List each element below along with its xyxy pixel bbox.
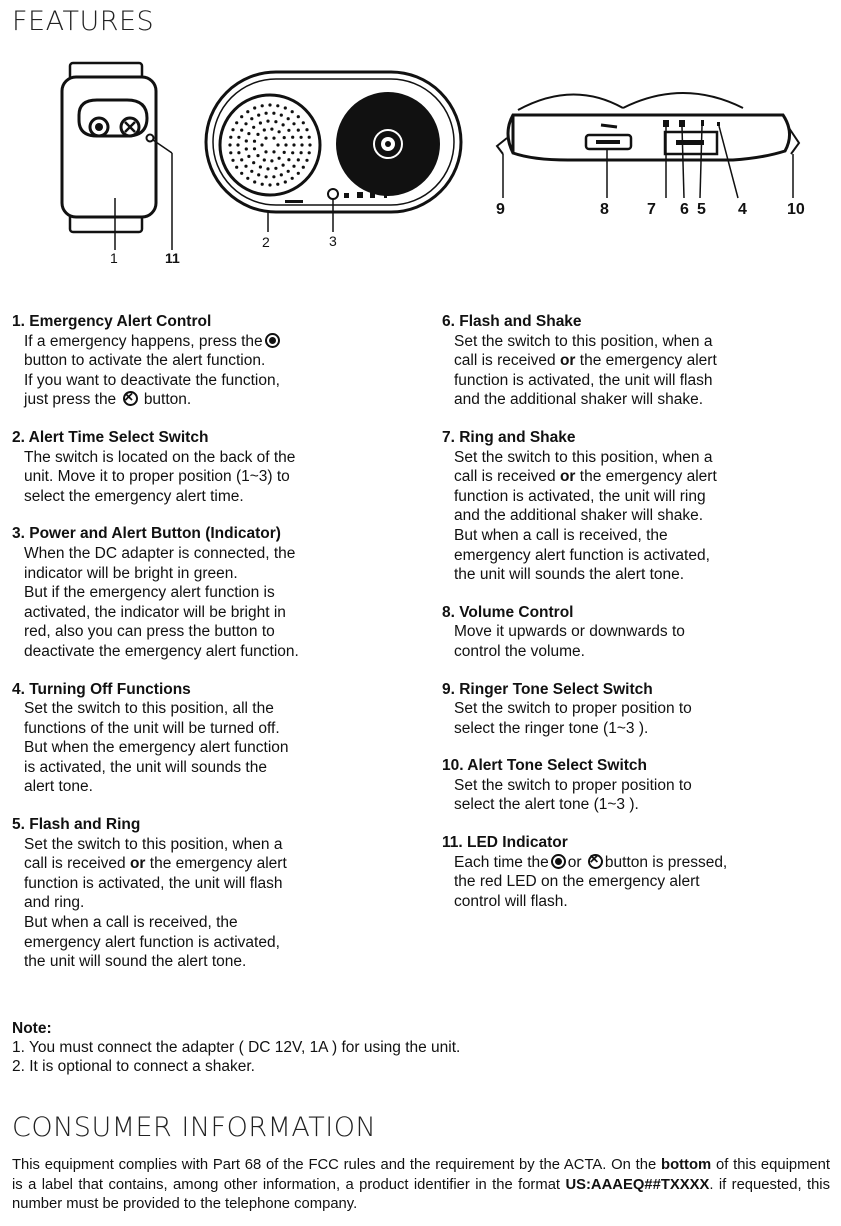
- speaker-hole: [272, 137, 275, 140]
- speaker-hole: [284, 180, 287, 183]
- figure-label: 10: [787, 201, 805, 218]
- speaker-hole: [287, 170, 290, 173]
- speaker-hole: [250, 170, 253, 173]
- speaker-hole: [266, 120, 269, 123]
- feature-item: [442, 603, 837, 662]
- feature-title: 4. Turning Off Functions: [12, 680, 191, 698]
- features-heading: FEATURES: [12, 6, 155, 37]
- feature-text: Set the switch to this position, when a call is received: [454, 448, 713, 486]
- speaker-hole: [302, 166, 305, 169]
- paragraph-text: of this equipment is a label that contains, among other information, a product identifier in the format: [12, 1157, 830, 1193]
- speaker-hole: [274, 167, 277, 170]
- speaker-hole: [292, 143, 295, 146]
- feature-body: [442, 853, 837, 912]
- speaker-hole: [245, 139, 248, 142]
- speaker-hole: [276, 183, 279, 186]
- speaker-hole: [282, 164, 285, 167]
- speaker-hole: [305, 159, 308, 162]
- speaker-hole: [278, 157, 281, 160]
- speaker-hole: [305, 128, 308, 131]
- speaker-hole: [300, 151, 303, 154]
- speaker-hole: [259, 121, 262, 124]
- feature-item: [442, 428, 837, 585]
- feature-item: [12, 524, 412, 661]
- unit-back-figure: [493, 88, 811, 206]
- speaker-hole: [256, 133, 259, 136]
- feature-item: [442, 312, 837, 410]
- speaker-hole: [292, 165, 295, 168]
- feature-emphasis: or: [559, 468, 576, 486]
- speaker-hole: [261, 104, 264, 107]
- feature-item: [12, 428, 412, 506]
- feature-title: 2. Alert Time Select Switch: [12, 428, 209, 446]
- speaker-hole: [297, 129, 300, 132]
- speaker-hole: [272, 112, 275, 115]
- speaker-hole: [308, 143, 311, 146]
- speaker-hole: [282, 123, 285, 126]
- speaker-hole: [246, 110, 249, 113]
- feature-body: [442, 448, 837, 585]
- paragraph-text: This equipment complies with Part 68 of the FCC rules and the requirement by the ACTA. On the: [12, 1157, 657, 1173]
- paragraph-emphasis: bottom: [661, 1157, 712, 1173]
- speaker-hole: [270, 128, 273, 131]
- remote-control-figure: [55, 60, 185, 265]
- speaker-hole: [264, 137, 267, 140]
- note-line: 1. You must connect the adapter ( DC 12V, 1A ) for using the unit.: [12, 1039, 461, 1056]
- speaker-hole: [270, 159, 273, 162]
- speaker-hole: [257, 114, 260, 117]
- speaker-hole: [280, 114, 283, 117]
- speaker-hole: [261, 183, 264, 186]
- feature-title: 10. Alert Tone Select Switch: [442, 757, 648, 775]
- speaker-hole: [240, 158, 243, 161]
- feature-title: 8. Volume Control: [442, 603, 574, 621]
- feature-body: [12, 332, 412, 410]
- feature-title: 11. LED Indicator: [442, 834, 568, 852]
- feature-text: Each time the: [454, 853, 549, 871]
- feature-text: Set the switch to this position, when a call is received: [24, 835, 283, 873]
- speaker-hole: [246, 177, 249, 180]
- speaker-hole: [284, 143, 287, 146]
- figure-label: 1: [110, 250, 118, 266]
- speaker-hole: [308, 136, 311, 139]
- speaker-hole: [259, 165, 262, 168]
- speaker-hole: [276, 143, 279, 146]
- feature-body: Set the switch to proper position to select the alert tone (1~3 ).: [454, 776, 692, 814]
- power-button-icon: [551, 854, 566, 869]
- speaker-hole: [300, 143, 303, 146]
- speaker-hole: [235, 166, 238, 169]
- figure-label: 6: [680, 201, 689, 218]
- speaker-hole: [264, 150, 267, 153]
- feature-text: Set the switch to this position, when a call is received: [454, 332, 713, 370]
- figure-label: 5: [697, 201, 706, 218]
- feature-text: or: [567, 853, 582, 871]
- speaker-hole: [237, 151, 240, 154]
- feature-body: The switch is located on the back of the unit. Move it to proper position (1~3) to select the emergency alert time.: [24, 448, 296, 505]
- speaker-hole: [284, 106, 287, 109]
- paragraph-emphasis: US:AAAEQ##TXXXX: [565, 1176, 710, 1193]
- speaker-hole: [231, 159, 234, 162]
- speaker-hole: [247, 132, 250, 135]
- figure-label: 7: [647, 201, 656, 218]
- unit-front-figure: [200, 67, 470, 257]
- feature-title: 5. Flash and Ring: [12, 816, 141, 834]
- feature-item: [442, 680, 837, 739]
- speaker-hole: [253, 180, 256, 183]
- feature-text: button.: [143, 391, 192, 409]
- speaker-hole: [268, 183, 271, 186]
- speaker-hole: [291, 136, 294, 139]
- feature-text: the emergency alert function is activated, the unit will flash and ring. But when a call is received, the emergency alert function is activated, the unit will sound the alert tone.: [24, 855, 287, 971]
- speaker-hole: [265, 175, 268, 178]
- speaker-hole: [308, 151, 311, 154]
- speaker-hole: [237, 136, 240, 139]
- feature-title: 1. Emergency Alert Control: [12, 313, 212, 330]
- note-line: 2. It is optional to connect a shaker.: [12, 1058, 255, 1075]
- feature-body: When the DC adapter is connected, the indicator will be bright in green. But if the emergency alert function is activated, the indicator will be bright in red, also you can press the button to deactivate the emergency alert function.: [24, 544, 299, 660]
- speaker-hole: [302, 121, 305, 124]
- speaker-hole: [252, 161, 255, 164]
- speaker-hole: [291, 110, 294, 113]
- feature-title: 9. Ringer Tone Select Switch: [442, 680, 653, 698]
- cancel-button-icon: [588, 854, 603, 869]
- feature-text: button is pressed, the red LED on the emergency alert control will flash.: [454, 853, 728, 910]
- speaker-hole: [253, 140, 256, 143]
- paragraph-text: . if requested, this number must be provided to the telephone company.: [12, 1176, 830, 1212]
- speaker-hole: [297, 172, 300, 175]
- speaker-hole: [283, 151, 286, 154]
- feature-text: the emergency alert function is activated, the unit will ring and the additional shaker will shake. But when a call is received, the emergency alert function is activated, the unit will sounds the alert tone.: [454, 468, 717, 584]
- speaker-hole: [300, 136, 303, 139]
- feature-body: Set the switch to proper position to select the ringer tone (1~3 ).: [454, 700, 692, 737]
- feature-title: 6. Flash and Shake: [442, 313, 582, 330]
- speaker-hole: [231, 128, 234, 131]
- speaker-hole: [253, 147, 256, 150]
- figure-label: 4: [738, 201, 747, 218]
- speaker-hole: [250, 117, 253, 120]
- speaker-hole: [268, 103, 271, 106]
- speaker-hole: [287, 129, 290, 132]
- speaker-hole: [265, 112, 268, 115]
- feature-body: Move it upwards or downwards to control the volume.: [454, 623, 685, 660]
- figure-label: 2: [262, 234, 270, 250]
- feature-emphasis: or: [559, 352, 576, 370]
- figure-label: 9: [496, 201, 505, 218]
- speaker-hole: [280, 173, 283, 176]
- speaker-hole: [297, 115, 300, 118]
- speaker-hole: [272, 175, 275, 178]
- speaker-hole: [244, 165, 247, 168]
- features-right-column: [442, 312, 837, 929]
- speaker-hole: [274, 120, 277, 123]
- feature-body: [442, 332, 837, 410]
- speaker-hole: [276, 104, 279, 107]
- feature-body: [12, 835, 412, 972]
- figure-label: 11: [165, 250, 180, 266]
- feature-item: [12, 815, 412, 972]
- speaker-hole: [287, 158, 290, 161]
- feature-text: the emergency alert function is activated, the unit will flash and the additional shaker will shake.: [454, 352, 717, 409]
- consumer-information-paragraph: [12, 1156, 830, 1215]
- figure-label: 3: [329, 233, 337, 249]
- speaker-hole: [247, 155, 250, 158]
- speaker-hole: [240, 172, 243, 175]
- speaker-hole: [244, 122, 247, 125]
- speaker-hole: [260, 143, 263, 146]
- speaker-hole: [291, 151, 294, 154]
- note-title: Note:: [12, 1020, 52, 1037]
- speaker-hole: [283, 136, 286, 139]
- speaker-hole: [229, 136, 232, 139]
- speaker-hole: [266, 167, 269, 170]
- speaker-hole: [240, 115, 243, 118]
- speaker-hole: [297, 158, 300, 161]
- speaker-hole: [229, 151, 232, 154]
- feature-text: button to activate the alert function. If you want to deactivate the function, just press the: [24, 352, 280, 409]
- speaker-hole: [272, 150, 275, 153]
- consumer-information-heading: CONSUMER INFORMATION: [12, 1112, 377, 1143]
- cancel-button-icon: [123, 391, 138, 406]
- speaker-hole: [253, 106, 256, 109]
- speaker-hole: [228, 143, 231, 146]
- feature-item: [442, 756, 837, 815]
- speaker-hole: [263, 158, 266, 161]
- figure-label: 8: [600, 201, 609, 218]
- feature-body: Set the switch to this position, all the functions of the unit will be turned off. But when the emergency alert function is activated, the unit will sounds the alert tone.: [24, 700, 289, 796]
- feature-item: [12, 680, 412, 798]
- speaker-hole: [256, 154, 259, 157]
- speaker-hole: [257, 173, 260, 176]
- speaker-hole: [292, 122, 295, 125]
- speaker-hole: [236, 143, 239, 146]
- feature-title: 7. Ring and Shake: [442, 428, 576, 446]
- feature-emphasis: or: [129, 855, 146, 873]
- note-section: [12, 1019, 460, 1076]
- speaker-hole: [291, 177, 294, 180]
- speaker-hole: [240, 129, 243, 132]
- speaker-hole: [235, 121, 238, 124]
- feature-item: [442, 833, 837, 911]
- feature-title: 3. Power and Alert Button (Indicator): [12, 525, 281, 543]
- power-button-icon: [265, 333, 280, 348]
- feature-item: [12, 312, 412, 410]
- features-left-column: [12, 312, 412, 990]
- speaker-hole: [263, 128, 266, 131]
- feature-text: If a emergency happens, press the: [24, 332, 263, 350]
- speaker-hole: [245, 147, 248, 150]
- speaker-hole: [287, 117, 290, 120]
- speaker-hole: [278, 130, 281, 133]
- speaker-hole: [252, 126, 255, 129]
